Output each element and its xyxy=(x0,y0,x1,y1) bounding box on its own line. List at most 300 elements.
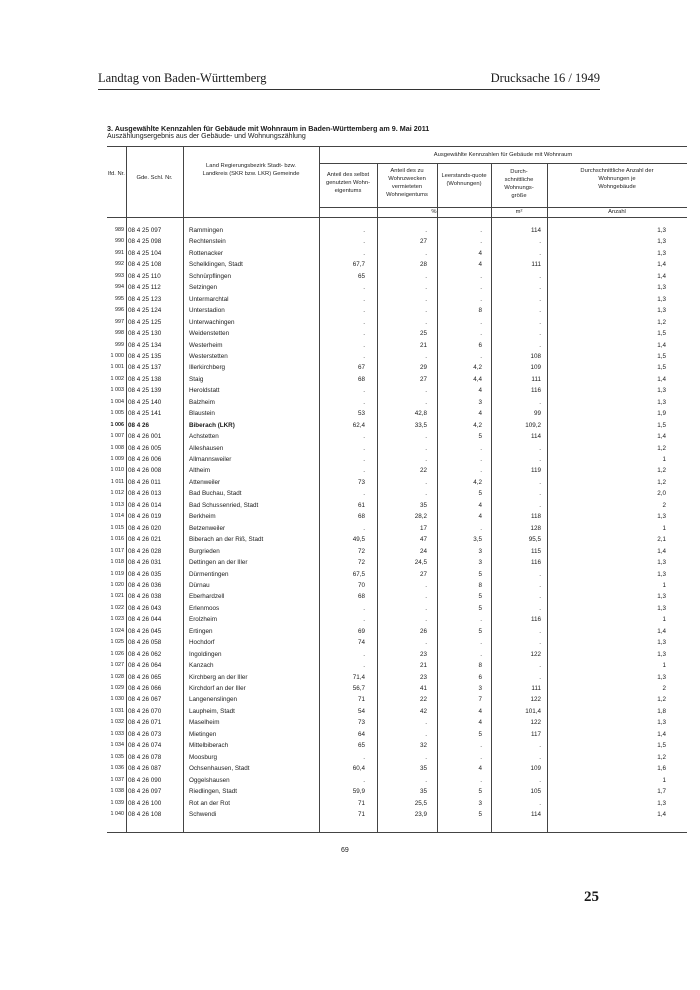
row-gde: 08 4 25 135 xyxy=(128,352,162,360)
row-anzahl: 1,6 xyxy=(657,765,666,773)
row-groesse: 116 xyxy=(530,559,541,567)
row-anzahl: 1,3 xyxy=(657,559,666,567)
row-anzahl: 1,3 xyxy=(657,799,666,807)
row-gde: 08 4 26 013 xyxy=(128,490,162,498)
row-name: Untermarchtal xyxy=(189,295,229,303)
unit-percent: % xyxy=(431,209,437,215)
row-selbst: 68 xyxy=(357,513,365,521)
row-vermietet: . xyxy=(425,456,427,463)
row-leerstand: 4 xyxy=(478,707,482,715)
row-gde: 08 4 25 134 xyxy=(128,341,162,349)
row-leerstand: . xyxy=(480,524,482,532)
row-lfd: 1 037 xyxy=(110,776,124,783)
row-vermietet: 22 xyxy=(419,467,427,475)
row-groesse: 109,2 xyxy=(525,421,541,429)
row-anzahl: 1,2 xyxy=(657,467,666,475)
row-gde: 08 4 25 137 xyxy=(128,364,162,372)
row-lfd: 1 035 xyxy=(110,753,124,760)
row-leerstand: 8 xyxy=(478,581,482,589)
row-groesse: 108 xyxy=(530,352,541,360)
row-leerstand: 4,2 xyxy=(473,364,482,372)
row-vermietet: 29 xyxy=(419,364,427,372)
row-anzahl: 1,4 xyxy=(657,375,666,383)
row-vermietet: . xyxy=(425,318,427,326)
row-selbst: 71 xyxy=(357,810,365,818)
row-selbst: . xyxy=(363,467,365,475)
row-lfd: 996 xyxy=(115,307,124,314)
row-name: Ochsenhausen, Stadt xyxy=(189,765,250,773)
row-gde: 08 4 25 112 xyxy=(128,284,161,292)
row-leerstand: . xyxy=(480,295,482,303)
row-leerstand: . xyxy=(480,616,482,624)
row-anzahl: 1,5 xyxy=(657,421,666,429)
row-vermietet: 35 xyxy=(419,788,427,796)
row-gde: 08 4 25 138 xyxy=(128,375,162,383)
row-lfd: 1 026 xyxy=(110,650,124,657)
row-selbst: . xyxy=(363,753,365,761)
row-vermietet: . xyxy=(425,616,427,624)
row-name: Kirchdorf an der Iller xyxy=(189,685,246,692)
row-name: Balzheim xyxy=(189,398,215,406)
row-gde: 08 4 26 062 xyxy=(128,650,162,658)
row-name: Illerkirchberg xyxy=(189,364,226,372)
row-vermietet: . xyxy=(425,398,427,406)
row-anzahl: 1 xyxy=(662,662,666,670)
row-lfd: 1 039 xyxy=(110,799,124,806)
row-name: Ingoldingen xyxy=(189,650,222,658)
row-anzahl: 1,3 xyxy=(657,238,666,246)
row-vermietet: . xyxy=(425,753,427,761)
row-name: Oggelshausen xyxy=(189,776,230,784)
row-gde: 08 4 25 139 xyxy=(128,387,162,395)
row-vermietet: 21 xyxy=(419,662,427,670)
row-lfd: 1 021 xyxy=(110,593,124,600)
row-gde: 08 4 26 021 xyxy=(128,536,162,544)
row-selbst: 64 xyxy=(357,730,365,738)
row-lfd: 1 016 xyxy=(110,536,124,543)
row-groesse: . xyxy=(539,639,541,647)
row-gde: 08 4 25 098 xyxy=(128,238,162,246)
row-vermietet: 42,8 xyxy=(414,410,427,418)
row-vermietet: 17 xyxy=(419,524,427,532)
row-lfd: 1 010 xyxy=(110,467,124,474)
header-right: Drucksache 16 / 1949 xyxy=(490,71,600,85)
row-leerstand: 3 xyxy=(478,559,482,567)
row-anzahl: 1,5 xyxy=(657,352,666,360)
row-anzahl: 1,5 xyxy=(657,330,666,338)
row-vermietet: 23 xyxy=(419,673,427,681)
row-selbst: . xyxy=(363,284,365,292)
row-groesse: . xyxy=(539,501,541,509)
row-gde: 08 4 26 067 xyxy=(128,696,162,704)
row-name: Blaustein xyxy=(189,410,215,418)
row-leerstand: 5 xyxy=(478,570,482,578)
row-leerstand: 3 xyxy=(478,685,482,692)
row-groesse: . xyxy=(539,627,541,635)
row-anzahl: 1,4 xyxy=(657,433,666,441)
row-groesse: . xyxy=(539,444,541,452)
row-vermietet: 42 xyxy=(419,707,427,715)
row-groesse: 116 xyxy=(530,616,541,624)
row-selbst: . xyxy=(363,776,365,784)
row-lfd: 1 015 xyxy=(110,524,124,531)
row-selbst: . xyxy=(363,444,365,452)
row-name: Attenweiler xyxy=(189,478,221,486)
row-groesse: 111 xyxy=(531,261,541,269)
row-gde: 08 4 26 xyxy=(128,421,150,429)
row-anzahl: 1,4 xyxy=(657,341,666,349)
row-groesse: . xyxy=(539,341,541,349)
row-leerstand: 8 xyxy=(478,307,482,315)
row-gde: 08 4 25 140 xyxy=(128,398,162,406)
row-gde: 08 4 25 108 xyxy=(128,261,162,269)
row-name: Laupheim, Stadt xyxy=(189,707,235,715)
col-land-header: Land Regierungsbezirk Stadt- bzw. Landkreis (SKR bzw. LKR) Gemeinde xyxy=(202,163,300,177)
row-lfd: 1 008 xyxy=(110,444,124,451)
row-leerstand: 4 xyxy=(478,410,482,418)
row-vermietet: 32 xyxy=(419,742,427,750)
row-gde: 08 4 25 104 xyxy=(128,249,162,257)
row-name: Biberach (LKR) xyxy=(189,421,235,429)
row-groesse: 115 xyxy=(530,547,541,555)
row-anzahl: 1,3 xyxy=(657,284,666,292)
row-gde: 08 4 25 130 xyxy=(128,330,162,338)
row-gde: 08 4 26 064 xyxy=(128,662,162,670)
row-gde: 08 4 26 001 xyxy=(128,433,162,441)
row-gde: 08 4 26 019 xyxy=(128,513,162,521)
row-name: Altheim xyxy=(189,467,210,475)
row-gde: 08 4 26 108 xyxy=(128,810,162,818)
row-name: Erolzheim xyxy=(189,616,217,624)
row-lfd: 1 003 xyxy=(110,387,124,394)
row-leerstand: 7 xyxy=(478,696,482,704)
row-leerstand: 3 xyxy=(478,799,482,807)
row-name: Riedlingen, Stadt xyxy=(189,788,237,796)
row-selbst: 71,4 xyxy=(352,673,365,681)
row-anzahl: 1,3 xyxy=(657,513,666,521)
row-groesse: . xyxy=(539,742,541,750)
row-leerstand: . xyxy=(480,467,482,475)
row-leerstand: 4,2 xyxy=(473,421,482,429)
row-selbst: 68 xyxy=(357,375,365,383)
row-vermietet: . xyxy=(425,478,427,486)
row-leerstand: 5 xyxy=(478,810,482,818)
row-vermietet: . xyxy=(425,581,427,589)
row-groesse: . xyxy=(539,330,541,338)
row-selbst: 69 xyxy=(357,627,365,635)
row-leerstand: . xyxy=(480,456,482,463)
row-anzahl: 1,4 xyxy=(657,627,666,635)
row-lfd: 1 009 xyxy=(110,456,124,462)
row-lfd: 1 017 xyxy=(110,547,124,554)
row-anzahl: 1,2 xyxy=(657,444,666,452)
row-name: Eberhardzell xyxy=(189,593,225,601)
row-name: Betzenweiler xyxy=(189,524,226,532)
row-groesse: . xyxy=(539,307,541,315)
row-gde: 08 4 26 058 xyxy=(128,639,162,647)
row-groesse: 117 xyxy=(530,730,541,738)
row-gde: 08 4 26 065 xyxy=(128,673,162,681)
row-groesse: . xyxy=(539,478,541,486)
row-anzahl: 1,4 xyxy=(657,810,666,818)
row-anzahl: 1,8 xyxy=(657,707,666,715)
row-selbst: . xyxy=(363,352,365,360)
row-selbst: 65 xyxy=(357,272,365,280)
row-leerstand: 5 xyxy=(478,433,482,441)
row-vermietet: 22 xyxy=(419,696,427,704)
row-gde: 08 4 26 087 xyxy=(128,765,162,773)
row-groesse: 109 xyxy=(530,364,541,372)
row-gde: 08 4 26 035 xyxy=(128,570,162,578)
print-page-number: 25 xyxy=(584,889,599,905)
row-groesse: . xyxy=(539,249,541,257)
row-lfd: 1 023 xyxy=(110,616,124,623)
row-anzahl: 1,3 xyxy=(657,295,666,303)
row-anzahl: 1,9 xyxy=(657,410,666,418)
unit-m2: m² xyxy=(515,209,523,215)
row-gde: 08 4 26 038 xyxy=(128,593,162,601)
row-vermietet: . xyxy=(425,719,427,727)
row-groesse: . xyxy=(539,490,541,498)
row-selbst: 72 xyxy=(357,547,365,555)
row-vermietet: 41 xyxy=(419,685,427,692)
row-vermietet: . xyxy=(425,387,427,395)
row-anzahl: 2 xyxy=(662,685,666,692)
row-selbst: 71 xyxy=(357,696,365,704)
row-groesse: 99 xyxy=(533,410,541,418)
row-leerstand: 3 xyxy=(478,547,482,555)
row-gde: 08 4 26 036 xyxy=(128,581,162,589)
row-anzahl: 1,3 xyxy=(657,719,666,727)
row-name: Westerstetten xyxy=(189,352,228,360)
row-lfd: 1 036 xyxy=(110,765,124,772)
table-title: 3. Ausgewählte Kennzahlen für Gebäude mit Wohnraum in Baden-Württemberg am 9. Mai 2011 xyxy=(107,124,430,133)
row-gde: 08 4 25 125 xyxy=(128,318,162,326)
row-vermietet: . xyxy=(425,730,427,738)
row-leerstand: 5 xyxy=(478,730,482,738)
row-vermietet: . xyxy=(425,272,427,280)
row-leerstand: . xyxy=(480,639,482,647)
row-vermietet: 27 xyxy=(419,570,427,578)
row-vermietet: 28,2 xyxy=(414,513,427,521)
row-gde: 08 4 25 097 xyxy=(128,227,162,234)
row-leerstand: 4 xyxy=(478,261,482,269)
row-lfd: 1 032 xyxy=(110,719,124,726)
page-number: 69 xyxy=(341,847,349,854)
row-groesse: 114 xyxy=(530,810,541,818)
row-vermietet: . xyxy=(425,352,427,360)
row-leerstand: 5 xyxy=(478,490,482,498)
row-name: Rechtenstein xyxy=(189,238,226,246)
row-anzahl: 1,3 xyxy=(657,398,666,406)
row-leerstand: 4 xyxy=(478,501,482,509)
row-selbst: 49,5 xyxy=(352,536,365,544)
row-leerstand: . xyxy=(480,330,482,338)
row-selbst: 62,4 xyxy=(352,421,365,429)
row-name: Mittelbiberach xyxy=(189,742,229,750)
row-anzahl: 1,3 xyxy=(657,593,666,601)
row-lfd: 1 027 xyxy=(110,662,124,669)
row-anzahl: 1,3 xyxy=(657,249,666,257)
row-vermietet: . xyxy=(425,433,427,441)
row-selbst: 73 xyxy=(357,719,365,727)
row-leerstand: . xyxy=(480,753,482,761)
row-vermietet: 35 xyxy=(419,765,427,773)
row-vermietet: 24,5 xyxy=(414,559,427,567)
row-leerstand: . xyxy=(480,238,482,246)
col-gde-header: Gde. Schl. Nr. xyxy=(136,175,173,181)
row-groesse: . xyxy=(539,673,541,681)
row-leerstand: . xyxy=(480,318,482,326)
row-vermietet: 25,5 xyxy=(414,799,427,807)
row-anzahl: 1,4 xyxy=(657,261,666,269)
row-lfd: 995 xyxy=(115,295,124,302)
row-anzahl: 1 xyxy=(662,524,666,532)
row-selbst: 56,7 xyxy=(352,685,365,692)
col-lfd-header: lfd. Nr. xyxy=(108,171,125,177)
row-gde: 08 4 26 006 xyxy=(128,456,162,463)
row-name: Maselheim xyxy=(189,719,220,727)
row-groesse: 111 xyxy=(531,685,541,692)
row-gde: 08 4 26 090 xyxy=(128,776,162,784)
row-lfd: 990 xyxy=(115,238,124,245)
row-vermietet: . xyxy=(425,604,427,612)
row-vermietet: . xyxy=(425,249,427,257)
row-selbst: 67 xyxy=(357,364,365,372)
row-lfd: 1 013 xyxy=(110,501,124,508)
row-vermietet: 27 xyxy=(419,238,427,246)
row-name: Schwendi xyxy=(189,810,217,818)
row-selbst: 70 xyxy=(357,581,365,589)
row-name: Langenenslingen xyxy=(189,696,237,704)
row-name: Kirchberg an der Iller xyxy=(189,673,248,681)
row-selbst: 73 xyxy=(357,478,365,486)
row-anzahl: 1 xyxy=(662,456,666,463)
row-vermietet: 24 xyxy=(419,547,427,555)
row-lfd: 1 011 xyxy=(110,478,124,485)
row-name: Moosburg xyxy=(189,753,218,761)
row-groesse: . xyxy=(539,799,541,807)
row-vermietet: . xyxy=(425,639,427,647)
row-gde: 08 4 25 110 xyxy=(128,272,161,280)
row-selbst: . xyxy=(363,662,365,670)
row-anzahl: 1,4 xyxy=(657,547,666,555)
row-leerstand: . xyxy=(480,776,482,784)
row-gde: 08 4 26 097 xyxy=(128,788,162,796)
row-name: Burgrieden xyxy=(189,547,220,555)
row-groesse: 114 xyxy=(530,433,541,441)
row-gde: 08 4 26 100 xyxy=(128,799,162,807)
row-name: Ertingen xyxy=(189,627,213,635)
row-name: Schnürpflingen xyxy=(189,272,232,280)
row-groesse: . xyxy=(539,753,541,761)
row-lfd: 1 000 xyxy=(110,352,124,359)
row-lfd: 997 xyxy=(115,318,124,325)
row-lfd: 1 001 xyxy=(110,364,124,371)
row-selbst: . xyxy=(363,295,365,303)
row-groesse: 122 xyxy=(530,650,541,658)
row-selbst: 59,9 xyxy=(352,788,365,796)
row-gde: 08 4 25 141 xyxy=(128,410,162,418)
row-selbst: . xyxy=(363,604,365,612)
row-groesse: . xyxy=(539,284,541,292)
row-gde: 08 4 26 014 xyxy=(128,501,162,509)
row-lfd: 989 xyxy=(115,227,124,233)
row-vermietet: . xyxy=(425,444,427,452)
row-leerstand: . xyxy=(480,352,482,360)
row-gde: 08 4 26 008 xyxy=(128,467,162,475)
row-selbst: . xyxy=(363,490,365,498)
row-lfd: 992 xyxy=(115,261,124,268)
row-name: Schelklingen, Stadt xyxy=(189,261,243,269)
row-name: Weidenstetten xyxy=(189,330,230,338)
row-vermietet: 25 xyxy=(419,330,427,338)
row-groesse: . xyxy=(539,604,541,612)
row-selbst: 67,7 xyxy=(352,261,365,269)
row-anzahl: 1 xyxy=(662,616,666,624)
row-anzahl: 1,7 xyxy=(657,788,666,796)
row-name: Kanzach xyxy=(189,662,214,670)
row-groesse: . xyxy=(539,456,541,463)
row-gde: 08 4 26 020 xyxy=(128,524,162,532)
row-leerstand: 6 xyxy=(478,341,482,349)
row-anzahl: 1,5 xyxy=(657,742,666,750)
row-name: Achstetten xyxy=(189,433,219,441)
row-leerstand: 6 xyxy=(478,673,482,681)
row-gde: 08 4 26 074 xyxy=(128,742,162,750)
col-c2-header: Anteil des zu Wohnzwecken vermieteten Wohneigentums xyxy=(386,168,428,198)
col-c1-header: Anteil des selbst genutzten Wohn-eigentums xyxy=(325,172,371,194)
row-leerstand: . xyxy=(480,444,482,452)
row-anzahl: 2,0 xyxy=(657,490,666,498)
row-groesse: . xyxy=(539,318,541,326)
row-name: Westerheim xyxy=(189,341,223,349)
row-name: Allmannsweiler xyxy=(189,456,232,463)
row-vermietet: . xyxy=(425,490,427,498)
row-groesse: . xyxy=(539,581,541,589)
row-gde: 08 4 26 073 xyxy=(128,730,162,738)
page-header xyxy=(98,71,600,90)
row-vermietet: . xyxy=(425,307,427,315)
row-name: Dürnau xyxy=(189,581,210,589)
row-selbst: 54 xyxy=(357,707,365,715)
row-vermietet: . xyxy=(425,776,427,784)
row-lfd: 1 002 xyxy=(110,375,124,382)
row-vermietet: . xyxy=(425,295,427,303)
row-anzahl: 1 xyxy=(662,776,666,784)
row-name: Unterwachingen xyxy=(189,318,235,326)
row-groesse: . xyxy=(539,662,541,670)
row-selbst: 72 xyxy=(357,559,365,567)
row-lfd: 1 007 xyxy=(110,433,124,440)
row-lfd: 1 014 xyxy=(110,513,124,520)
row-groesse: . xyxy=(539,593,541,601)
row-lfd: 1 024 xyxy=(110,627,124,634)
row-leerstand: 4 xyxy=(478,513,482,521)
row-leerstand: 5 xyxy=(478,604,482,612)
row-selbst: 74 xyxy=(357,639,365,647)
row-lfd: 993 xyxy=(115,272,124,279)
row-groesse: 95,5 xyxy=(528,536,541,544)
row-anzahl: 1,2 xyxy=(657,696,666,704)
row-leerstand: . xyxy=(480,227,482,234)
row-gde: 08 4 26 011 xyxy=(128,478,161,486)
row-gde: 08 4 25 124 xyxy=(128,307,162,315)
row-lfd: 1 028 xyxy=(110,673,124,680)
row-selbst: 53 xyxy=(357,410,365,418)
row-leerstand: 4,2 xyxy=(473,478,482,486)
row-vermietet: . xyxy=(425,227,427,234)
